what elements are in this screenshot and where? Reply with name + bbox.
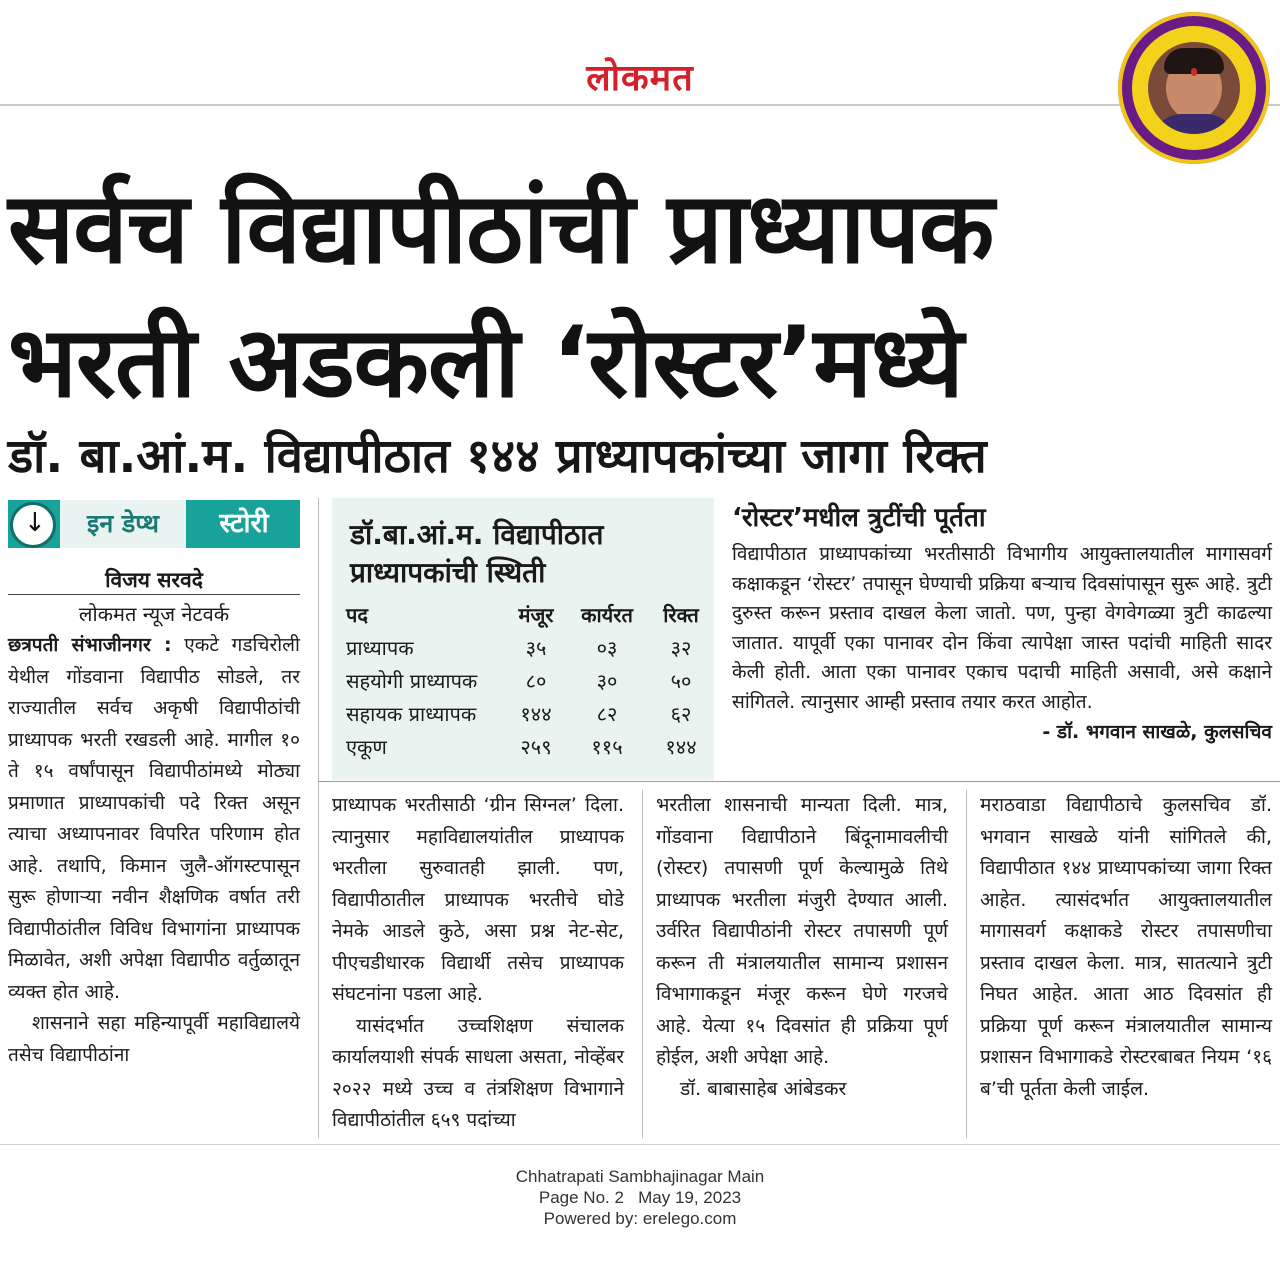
headline: [8, 162, 1272, 430]
column-divider: [966, 790, 967, 1138]
header-vacant: रिक्त: [663, 603, 699, 627]
table-header-row: [346, 598, 714, 631]
cell-working: ०३: [596, 636, 618, 660]
roster-sidebar: [732, 500, 1272, 747]
author-photo-stamp: [1118, 12, 1270, 164]
cell-sanctioned: २५९: [520, 735, 552, 759]
cell-sanctioned: १४४: [520, 702, 552, 726]
roster-title: ‘रोस्टर’मधील त्रुटींची पूर्तता: [732, 503, 986, 533]
news-agency: लोकमत न्यूज नेटवर्क: [78, 602, 230, 626]
table-row: [346, 664, 714, 697]
table-row: [346, 697, 714, 730]
cell-working: ११५: [591, 735, 623, 759]
masthead-divider: [0, 104, 1280, 106]
header-sanctioned: मंजूर: [518, 603, 554, 627]
column-divider: [318, 498, 319, 1138]
table-title: डॉ.बा.आं.म. विद्यापीठात प्राध्यापकांची स्थिती: [350, 518, 604, 589]
cell-working: ८२: [596, 702, 618, 726]
column-2-paragraph-1: प्राध्यापक भरतीसाठी ‘ग्रीन सिग्नल’ दिला. त्यानुसार महाविद्यालयांतील प्राध्यापक भरतीला सुरुवातही झाली. पण, विद्यापीठातील प्राध्यापक भरतीचे घोडे नेमके आडले कुठे, असा प्रश्न नेट-सेट, पीएचडीधारक विद्यार्थी तसेच प्राध्यापक संघटनांना पडला आहे.: [332, 794, 624, 1005]
headline-line-2: भरती अडकली ‘रोस्टर’मध्ये: [8, 306, 963, 420]
table-row: [346, 631, 714, 664]
powered-by-link[interactable]: Powered by: erelego.com: [543, 1209, 737, 1228]
faculty-status-table: [346, 598, 714, 763]
newspaper-masthead: लोकमत: [586, 58, 694, 99]
table-row: [346, 730, 714, 763]
stats-table-box: [332, 498, 714, 780]
header-working: कार्यरत: [581, 603, 633, 627]
cell-vacant: ५०: [670, 669, 692, 693]
column-1-text: एकटे गडचिरोली येथील गोंडवाना विद्यापीठ सोडले, तर राज्यातील सर्वच अकृषी विद्यापीठांची प्राध्यापक भरती रखडली आहे. मागील १० ते १५ वर्षांपासून विद्यापीठांमध्ये मोठ्या प्रमाणात प्राध्यापकांची पदे रिक्त असून त्याचा अध्यापनावर विपरित परिणाम होत आहे. तथापि, किमान जुलै-ऑगस्टपासून सुरू होणाऱ्या नवीन शैक्षणिक वर्षात तरी विद्यापीठांतील विविध विभागांना प्राध्यापक मिळावेत, अशी अपेक्षा विद्यापीठ वर्तुळातून व्यक्त होत आहे.: [8, 634, 300, 1003]
roster-text: विद्यापीठात प्राध्यापकांच्या भरतीसाठी विभागीय आयुक्तालयातील मागासवर्ग कक्षाकडून ‘रोस्टर’ तपासून घेण्याची प्रक्रिया बऱ्याच दिवसांपासून सुरू आहे. त्रुटी दुरुस्त करून प्रस्ताव दाखल केला जातो. पण, पुन्हा वेगवेगळ्या त्रुटी काढल्या जातात. यापूर्वी एका पानावर दोन किंवा त्यापेक्षा जास्त पदांची माहिती सादर केली होती. आता एका पानावर एकाच पदाची माहिती असावी, असे कक्षाने सांगितले. त्यानुसार आम्ही प्रस्ताव तयार करत आहोत.: [732, 543, 1272, 713]
publication-date: May 19, 2023: [638, 1188, 742, 1207]
page-number: Page No. 2: [538, 1188, 624, 1207]
cell-post: प्राध्यापक: [346, 636, 414, 660]
column-4-paragraph-1: मराठवाडा विद्यापीठाचे कुलसचिव डॉ. भगवान साखळे यांनी सांगितले की, विद्यापीठात १४४ प्राध्यापकांच्या जागा रिक्त आहेत. त्यासंदर्भात आयुक्तालयातील मागासवर्ग कक्षाकडे रोस्टर तपासणीचा प्रस्ताव दाखल केला. मात्र, सातत्याने त्रुटी निघत आहेत. आता आठ दिवसांत ही प्रक्रिया पूर्ण करून मंत्रालयातील सामान्य प्रशासन विभागाकडे रोस्टरबाबत नियम ‘१६ ब’ची पूर्तता केली जाईल.: [980, 794, 1272, 1100]
portrait-photo: [1148, 42, 1240, 134]
badge-label-1: इन डेप्थ: [60, 500, 186, 548]
badge-label-2: स्टोरी: [219, 508, 269, 539]
cell-vacant: ६२: [670, 702, 692, 726]
byline: विजय सरवदे: [105, 568, 203, 592]
column-divider: [642, 790, 643, 1138]
header-post: पद: [346, 603, 368, 627]
column-1-paragraph-2: शासनाने सहा महिन्यापूर्वी महाविद्यालये तसेच विद्यापीठांना: [8, 1012, 300, 1066]
cell-sanctioned: ८०: [525, 669, 547, 693]
column-3-paragraph-2: डॉ. बाबासाहेब आंबेडकर: [680, 1077, 847, 1100]
section-divider: [318, 781, 1280, 782]
subheadline: डॉ. बा.आं.म. विद्यापीठात १४४ प्राध्यापकांच्या जागा रिक्त: [8, 429, 987, 484]
cell-post: एकूण: [346, 735, 387, 759]
cell-post: सहयोगी प्राध्यापक: [346, 669, 478, 693]
column-3-paragraph-1: भरतीला शासनाची मान्यता दिली. मात्र, गोंडवाना विद्यापीठाने बिंदूनामावलीची (रोस्टर) तपासणी पूर्ण केल्यामुळे तिथे प्राध्यापक भरतीला मंजुरी देण्यात आली. उर्वरित विद्यापीठांनी रोस्टर तपासणी पूर्ण करून ती मंत्रालयातील सामान्य प्रशासन विभागाकडून मंजूर करून घेणे गरजचे आहे. येत्या १५ दिवसांत ही प्रक्रिया पूर्ण होईल, अशी अपेक्षा आहे.: [656, 794, 948, 1068]
roster-signature: - डॉ. भगवान साखळे, कुलसचिव: [1042, 721, 1272, 743]
down-arrow-icon: ↓: [10, 502, 56, 548]
article-column-4: [980, 790, 1272, 1105]
page-and-date: [0, 1187, 1280, 1208]
article-column-3: [656, 790, 948, 1105]
byline-divider: [8, 594, 300, 595]
cell-post: सहायक प्राध्यापक: [346, 702, 477, 726]
headline-line-1: सर्वच विद्यापीठांची प्राध्यापक: [8, 172, 994, 286]
footer-divider: [0, 1144, 1280, 1145]
article-column-1: [8, 630, 300, 1071]
edition-name: Chhatrapati Sambhajinagar Main: [515, 1167, 765, 1186]
dateline: छत्रपती संभाजीनगर :: [8, 634, 172, 656]
in-depth-story-badge: [8, 500, 300, 548]
cell-working: ३०: [596, 669, 618, 693]
column-2-paragraph-2: यासंदर्भात उच्चशिक्षण संचालक कार्यालयाशी संपर्क साधला असता, नोव्हेंबर २०२२ मध्ये उच्च व तंत्रशिक्षण विभागाने विद्यापीठांतील ६५९ पदांच्या: [332, 1014, 624, 1131]
cell-sanctioned: ३५: [525, 636, 547, 660]
article-column-2: [332, 790, 624, 1137]
page-footer: [0, 1166, 1280, 1229]
cell-vacant: १४४: [665, 735, 697, 759]
cell-vacant: ३२: [670, 636, 692, 660]
